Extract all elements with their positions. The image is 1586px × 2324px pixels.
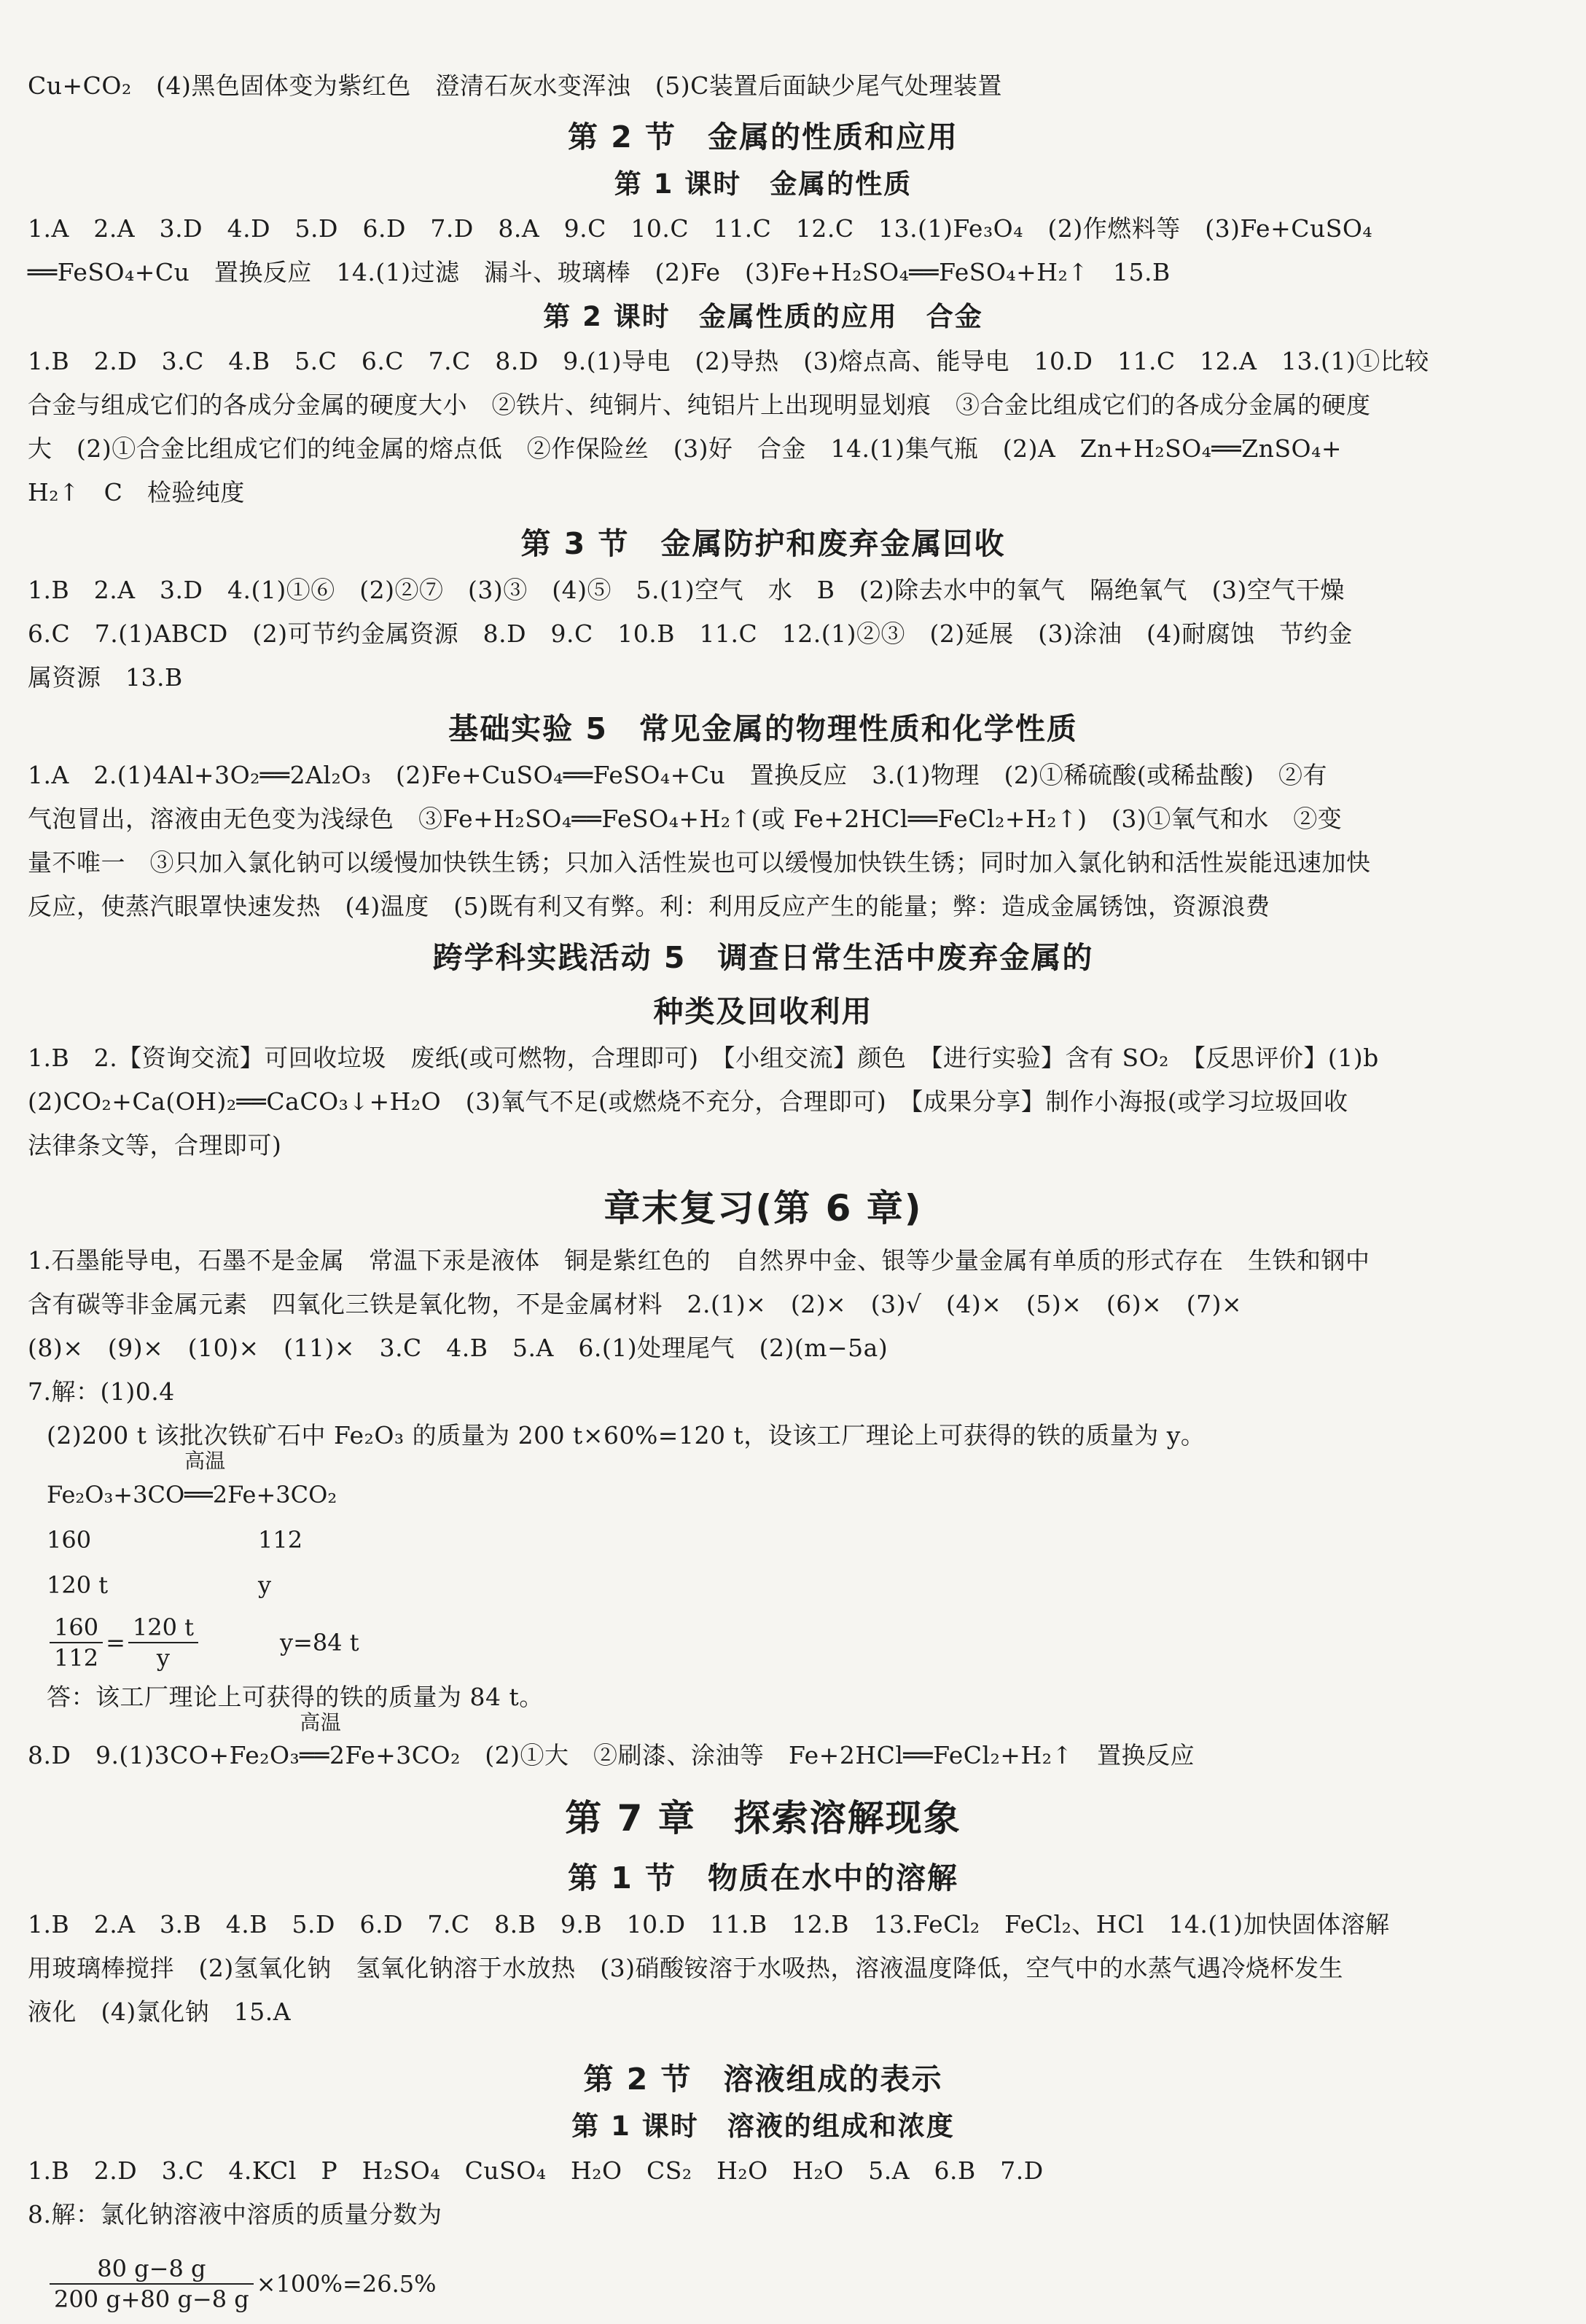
chapter-heading: 第 7 章 探索溶解现象 — [565, 1796, 961, 1839]
answer-line: 反应，使蒸汽眼罩快速发热 (4)温度 (5)既有利又有弊。利：利用反应产生的能量；弊：造成金属锈蚀，资源浪费 — [28, 892, 1270, 920]
numerator: 120 t — [128, 1613, 198, 1643]
lesson-heading: 第 2 课时 金属性质的应用 合金 — [543, 301, 983, 332]
answer-line: 1.石墨能导电，石墨不是金属 常温下汞是液体 铜是紫红色的 自然界中金、银等少量金属有单质的形式存在 生铁和钢中 — [28, 1246, 1370, 1275]
reaction-arrow: 高温 ══ — [300, 1710, 342, 1769]
answer-line: 6.C 7.(1)ABCD (2)可节约金属资源 8.D 9.C 10.B 11.C 12.(1)②③ (2)延展 (3)涂油 (4)耐腐蚀 节约金 — [28, 619, 1353, 648]
answer-line: H₂↑ C 检验纯度 — [28, 478, 245, 506]
answer-line: 用玻璃棒搅拌 (2)氢氧化钠 氢氧化钠溶于水放热 (3)硝酸铵溶于水吸热，溶液温度降低，空气中的水蒸气遇冷烧杯发生 — [28, 1953, 1343, 1982]
answer-line: 属资源 13.B — [28, 663, 183, 692]
reaction-products: 2Fe+3CO₂ — [212, 1481, 337, 1509]
answer-line — [28, 1710, 1499, 1777]
lesson-heading: 第 1 课时 溶液的组成和浓度 — [571, 2110, 955, 2142]
section-heading: 第 2 节 金属的性质和应用 — [567, 120, 959, 154]
reaction-reactants: Fe₂O₃+3CO — [47, 1481, 185, 1509]
answer-line: 法律条文等，合理即可) — [28, 1131, 282, 1159]
answer-line: 答：该工厂理论上可获得的铁的质量为 84 t。 — [47, 1682, 544, 1711]
answer-line: Cu+CO₂ (4)黑色固体变为紫红色 澄清石灰水变浑浊 (5)C装置后面缺少尾气处理装置 — [28, 71, 1002, 100]
percent-equation — [28, 2254, 1499, 2314]
answer-line: (8)× (9)× (10)× (11)× 3.C 4.B 5.A 6.(1)处理尾气 (2)(m−5a) — [28, 1334, 888, 1362]
answer-line: 1.B 2.D 3.C 4.KCl P H₂SO₄ CuSO₄ H₂O CS₂ H₂O H₂O 5.A 6.B 7.D — [28, 2156, 1044, 2185]
answer-line: 1.B 2.D 3.C 4.B 5.C 6.C 7.C 8.D 9.(1)导电 (2)导热 (3)熔点高、能导电 10.D 11.C 12.A 13.(1)①比较 — [28, 347, 1429, 375]
answer-line: 1.A 2.A 3.D 4.D 5.D 6.D 7.D 8.A 9.C 10.C 11.C 12.C 13.(1)Fe₃O₄ (2)作燃料等 (3)Fe+CuSO₄ — [28, 214, 1373, 243]
fraction — [50, 2254, 254, 2314]
answer-line: 8.解：氯化钠溶液中溶质的质量分数为 — [28, 2199, 442, 2229]
numerator: 80 g−8 g — [50, 2254, 254, 2285]
section-heading: 种类及回收利用 — [653, 994, 873, 1029]
section-heading: 基础实验 5 常见金属的物理性质和化学性质 — [448, 711, 1078, 746]
spacer — [28, 2034, 1499, 2050]
answer-text: 2Fe+3CO₂ (2)①大 ②刷漆、涂油等 Fe+2HCl══FeCl₂+H₂↑ 置换反应 — [329, 1740, 1195, 1769]
ratio-row — [28, 1562, 1499, 1608]
reaction-arrow: 高温 ══ — [184, 1449, 226, 1509]
ratio-value: y — [258, 1571, 272, 1599]
answer-line: 含有碳等非金属元素 四氧化三铁是氧化物，不是金属材料 2.(1)× (2)× (3)√ (4)× (5)× (6)× (7)× — [28, 1290, 1243, 1318]
result: ×100%=26.5% — [256, 2269, 437, 2298]
denominator: y — [156, 1643, 170, 1672]
answer-line: 1.B 2.A 3.B 4.B 5.D 6.D 7.C 8.B 9.B 10.D 11.B 12.B 13.FeCl₂ FeCl₂、HCl 14.(1)加快固体溶解 — [28, 1909, 1390, 1938]
fraction — [50, 1613, 103, 1672]
reaction-condition: 高温 — [184, 1449, 226, 1473]
ratio-value: 112 — [258, 1526, 303, 1554]
fraction — [128, 1613, 198, 1672]
denominator: 200 g+80 g−8 g — [54, 2285, 249, 2313]
answer-line: ══FeSO₄+Cu 置换反应 14.(1)过滤 漏斗、玻璃棒 (2)Fe (3)Fe+H₂SO₄══FeSO₄+H₂↑ 15.B — [28, 258, 1171, 286]
answer-line: 液化 (4)氯化钠 15.A — [28, 1997, 292, 2026]
result: y=84 t — [280, 1628, 359, 1656]
answer-line: 1.B 2.A 3.D 4.(1)①⑥ (2)②⑦ (3)③ (4)⑤ 5.(1)空气 水 B (2)除去水中的氧气 隔绝氧气 (3)空气干燥 — [28, 576, 1345, 604]
numerator: 160 — [50, 1613, 103, 1643]
answer-line: 大 (2)①合金比组成它们的纯金属的熔点低 ②作保险丝 (3)好 合金 14.(1)集气瓶 (2)A Zn+H₂SO₄══ZnSO₄+ — [28, 434, 1342, 463]
answer-text: 8.D 9.(1)3CO+Fe₂O₃ — [28, 1740, 300, 1769]
denominator: 112 — [54, 1643, 99, 1672]
section-heading: 跨学科实践活动 5 调查日常生活中废弃金属的 — [432, 940, 1094, 975]
chapter-heading: 章末复习(第 6 章) — [603, 1187, 923, 1229]
answer-line: (2)200 t 该批次铁矿石中 Fe₂O₃ 的质量为 200 t×60%=120 t，设该工厂理论上可获得的铁的质量为 y。 — [47, 1421, 1206, 1449]
answer-line: 量不唯一 ③只加入氯化钠可以缓慢加快铁生锈；只加入活性炭也可以缓慢加快铁生锈；同时加入氯化钠和活性炭能迅速加快 — [28, 848, 1371, 877]
lesson-heading: 第 1 课时 金属的性质 — [614, 168, 913, 200]
section-heading: 第 2 节 溶液组成的表示 — [583, 2061, 943, 2097]
answer-line: 7.解：(1)0.4 — [28, 1377, 175, 1406]
answer-line: 1.B 2.【资询交流】可回收垃圾 废纸(或可燃物，合理即可) 【小组交流】颜色 【进行实验】含有 SO₂ 【反思评价】(1)b — [28, 1044, 1379, 1072]
answer-line: 1.A 2.(1)4Al+3O₂══2Al₂O₃ (2)Fe+CuSO₄══FeSO₄+Cu 置换反应 3.(1)物理 (2)①稀硫酸(或稀盐酸) ②有 — [28, 761, 1328, 789]
section-heading: 第 3 节 金属防护和废弃金属回收 — [520, 526, 1006, 561]
reaction-condition: 高温 — [300, 1710, 342, 1734]
ratio-row — [28, 1517, 1499, 1562]
equals-sign: = — [106, 1628, 125, 1656]
section-heading: 第 1 节 物质在水中的溶解 — [567, 1860, 959, 1895]
answer-line: (2)CO₂+Ca(OH)₂══CaCO₃↓+H₂O (3)氧气不足(或燃烧不充分，合理即可) 【成果分享】制作小海报(或学习垃圾回收 — [28, 1087, 1348, 1116]
reaction-equation — [28, 1449, 1499, 1517]
ratio-value: 120 t — [47, 1571, 109, 1599]
answer-line: 合金与组成它们的各成分金属的硬度大小 ②铁片、纯铜片、纯铝片上出现明显划痕 ③合金比组成它们的各成分金属的硬度 — [28, 391, 1371, 419]
answer-line: 气泡冒出，溶液由无色变为浅绿色 ③Fe+H₂SO₄══FeSO₄+H₂↑(或 Fe+2HCl══FeCl₂+H₂↑) (3)①氧气和水 ②变 — [28, 805, 1343, 833]
ratio-value: 160 — [47, 1526, 92, 1554]
proportion-equation — [28, 1608, 1499, 1675]
